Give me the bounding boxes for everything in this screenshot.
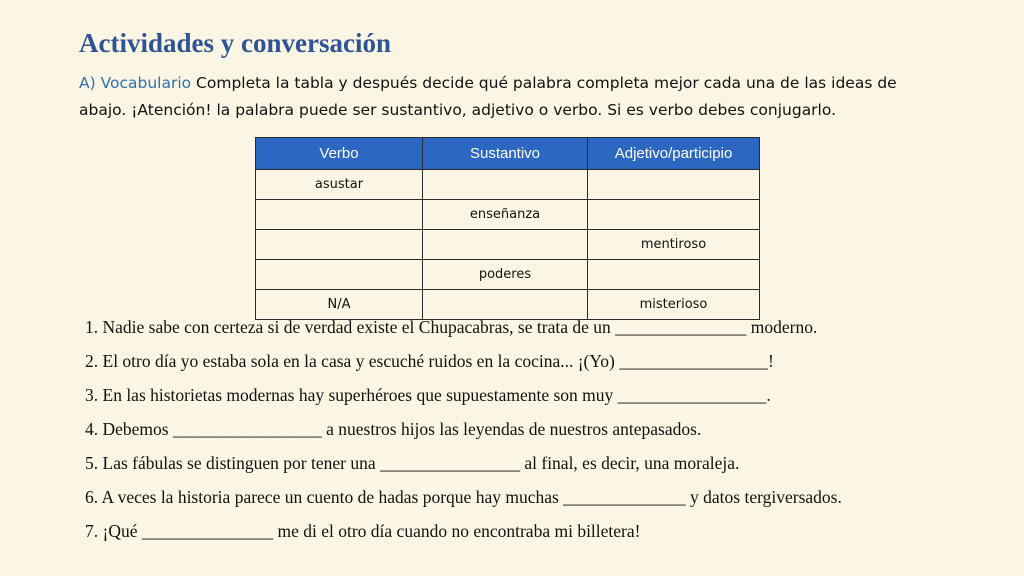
sentence-item: 5. Las fábulas se distinguen por tener una ________________ al final, es decir, una moraleja.: [85, 453, 740, 473]
table-row: [256, 170, 760, 200]
vocabulary-table: [255, 137, 760, 320]
table-cell[interactable]: [588, 260, 760, 290]
table-cell[interactable]: mentiroso: [588, 230, 760, 260]
sentence-item: 1. Nadie sabe con certeza si de verdad existe el Chupacabras, se trata de un _______________ moderno.: [85, 317, 818, 337]
table-cell[interactable]: asustar: [256, 170, 423, 200]
header-adjetivo: Adjetivo/participio: [588, 138, 760, 170]
table-cell[interactable]: enseñanza: [423, 200, 588, 230]
table-header-row: [256, 138, 760, 170]
sentence-item: 7. ¡Qué _______________ me di el otro día cuando no encontraba mi billetera!: [85, 521, 641, 541]
table-row: [256, 260, 760, 290]
table-cell[interactable]: [423, 170, 588, 200]
table-row: [256, 200, 760, 230]
table-cell[interactable]: [256, 260, 423, 290]
instructions-text: Completa la tabla y después decide qué palabra completa mejor cada una de las ideas de abajo. ¡Atención! la palabra puede ser sustantivo, adjetivo o verbo. Si es verbo debes conjugarlo.: [79, 74, 897, 119]
table-cell[interactable]: poderes: [423, 260, 588, 290]
instructions: [79, 70, 929, 124]
sentence-item: 3. En las historietas modernas hay superhéroes que supuestamente son muy _________________.: [85, 385, 771, 405]
sentence-item: 4. Debemos _________________ a nuestros hijos las leyendas de nuestros antepasados.: [85, 419, 702, 439]
sentence-item: 6. A veces la historia parece un cuento de hadas porque hay muchas ______________ y datos tergiversados.: [85, 487, 842, 507]
table-cell[interactable]: [588, 200, 760, 230]
table-cell[interactable]: [256, 200, 423, 230]
table-cell[interactable]: [588, 170, 760, 200]
header-verbo: Verbo: [256, 138, 423, 170]
sentence-item: 2. El otro día yo estaba sola en la casa y escuché ruidos en la cocina... ¡(Yo) _________________!: [85, 351, 774, 371]
header-sustantivo: Sustantivo: [423, 138, 588, 170]
table-cell[interactable]: misterioso: [588, 290, 760, 320]
sentence-list: [85, 315, 842, 553]
table-cell[interactable]: N/A: [256, 290, 423, 320]
table-cell[interactable]: [256, 230, 423, 260]
page-title: Actividades y conversación: [79, 28, 391, 58]
table-row: [256, 230, 760, 260]
section-label: A) Vocabulario: [79, 74, 192, 92]
table-cell[interactable]: [423, 230, 588, 260]
